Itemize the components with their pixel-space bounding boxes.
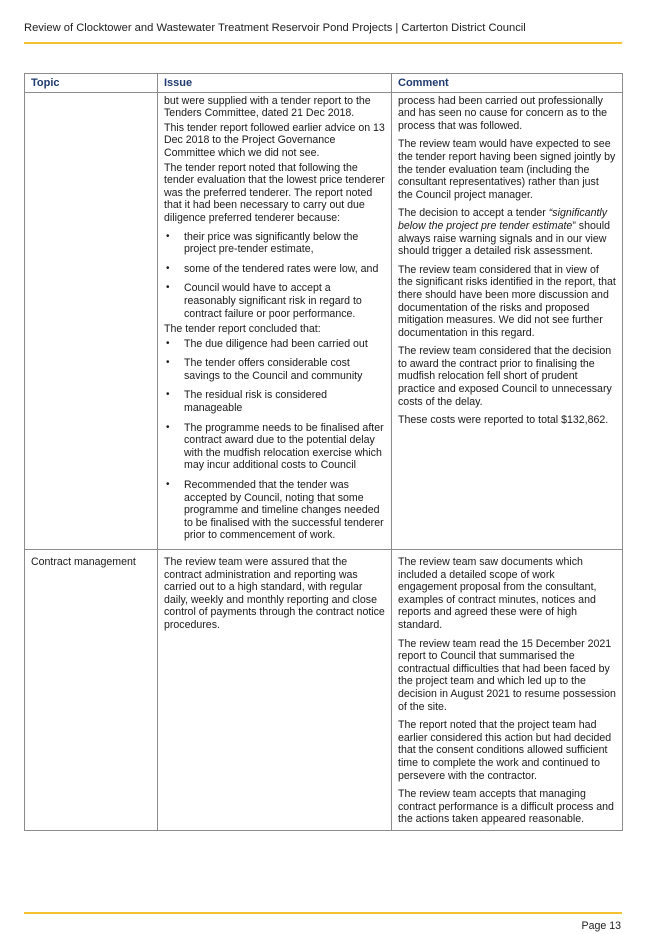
issue-paragraph: The tender report concluded that: (164, 323, 321, 336)
list-item: • The tender offers considerable cost savings to the Council and community (164, 357, 385, 382)
table-header-row (25, 74, 623, 93)
list-item: • Recommended that the tender was accepted by Council, noting that some programme and timeline changes needed to be finalised with the successful tenderer prior to commencement of work. (164, 479, 385, 542)
comment-text: The decision to accept a tender (398, 207, 549, 220)
footer-divider (24, 912, 622, 914)
column-header-issue: Issue (158, 74, 392, 93)
column-header-topic: Topic (25, 74, 158, 93)
topic-cell: Contract management (25, 550, 158, 831)
comment-paragraph: The review team would have expected to see the tender report having been signed jointly by the tender evaluation team (including the consultant representatives) rather than just the Council project manager. (398, 138, 616, 201)
quoted-phrase: “significantly below the project pre tender estimate (398, 207, 608, 232)
comment-paragraph: The review team saw documents which included a detailed scope of work engagement proposal from the consultant, examples of contract minutes, notices and reports and agreed these were of high standard. (398, 556, 597, 631)
topic-cell (25, 92, 158, 549)
comment-text: ” should always raise warning signals and in our view should trigger a detailed risk assessment. (398, 219, 611, 258)
risk-reasons-list (164, 231, 385, 321)
issue-paragraph: This tender report followed earlier advice on 13 Dec 2018 to the Project Governance Committee which we did not see. (164, 121, 385, 159)
conclusions-list (164, 338, 385, 542)
issue-paragraph: but were supplied with a tender report to the Tenders Committee, dated 21 Dec 2018. (164, 94, 371, 120)
list-item: • Council would have to accept a reasonably significant risk in regard to contract failure or poor performance. (164, 282, 385, 320)
list-item: • some of the tendered rates were low, and (164, 263, 385, 276)
comment-paragraph: The review team accepts that managing contract performance is a difficult process and the actions taken appeared reasonable. (398, 788, 614, 826)
comment-paragraph: The review team read the 15 December 2021 report to Council that summarised the contractual difficulties that had been faced by the project team and which led up to the decision in August 2021 to resume possession of the site. (398, 637, 616, 713)
comment-paragraph: The report noted that the project team had earlier considered this action but had decided that the consent conditions allowed sufficient time to complete the work and continued to persevere with the contractor. (398, 719, 612, 782)
comment-paragraph: The review team considered that the decision to award the contract prior to finalising the mudfish relocation fell short of prudent practice and exposed Council to unnecessary costs of the delay. (398, 345, 612, 408)
table-row-contract-management (25, 550, 623, 831)
list-item: • The due diligence had been carried out (164, 338, 385, 351)
list-item: • their price was significantly below the project pre-tender estimate, (164, 231, 385, 256)
list-item: • The programme needs to be finalised after contract award due to the potential delay with the mudfish relocation exercise which may incur additional costs to Council (164, 422, 385, 472)
column-header-comment: Comment (392, 74, 623, 93)
document-header-title: Review of Clocktower and Wastewater Treatment Reservoir Pond Projects | Carterton District Council (24, 22, 526, 34)
issue-paragraph: The tender report noted that following the tender evaluation that the lowest price tenderer was the preferred tenderer. The report noted that it had been necessary to carry out due diligence preferred tenderer because: (164, 161, 385, 224)
review-table (24, 73, 623, 831)
table-row-tender-continued (25, 92, 623, 549)
page-number: Page 13 (581, 920, 621, 932)
issue-cell (158, 550, 392, 831)
comment-paragraph: process had been carried out professionally and has seen no cause for concern as to the process that was followed. (398, 94, 608, 132)
header-divider (24, 42, 622, 44)
comment-cell (392, 92, 623, 549)
issue-paragraph: The review team were assured that the contract administration and reporting was carried out to a high standard, with regular daily, weekly and monthly reporting and close control of payments through the contract notice procedures. (164, 556, 385, 631)
list-item: • The residual risk is considered manageable (164, 389, 385, 414)
comment-paragraph (398, 207, 616, 257)
issue-cell (158, 92, 392, 549)
comment-paragraph: The review team considered that in view of the significant risks identified in the report, that there should have been more discussion and documentation of the risks and proposed mitigation measures. We did not see further documentation in this regard. (398, 263, 616, 339)
comment-paragraph: These costs were reported to total $132,862. (398, 414, 609, 427)
comment-cell (392, 550, 623, 831)
